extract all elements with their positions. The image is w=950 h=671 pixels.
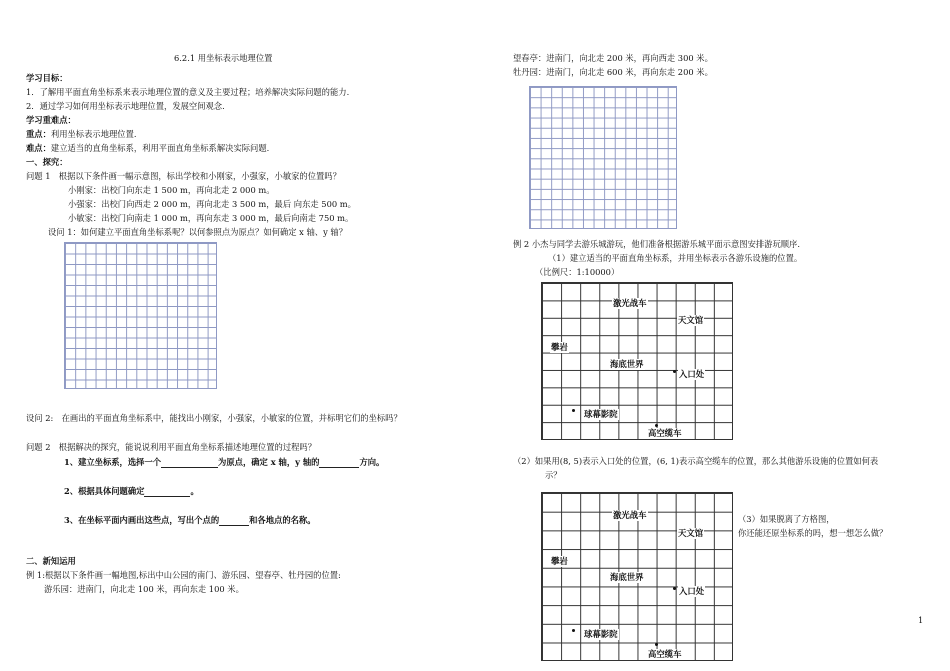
problem-2: 问题 2 根据解决的探究，能说说利用平面直角坐标系描述地理位置的过程吗？ (26, 442, 317, 452)
question-1: 设问 1：如何建立平面直角坐标系呢？以何参照点为原点？如何确定 x 轴、y 轴？ (48, 227, 347, 237)
map-label-ocean-world: 海底世界 (610, 572, 644, 582)
map-point-cinema (572, 409, 575, 412)
example-2-part-3: （3）如果脱离了方格图， (738, 514, 835, 524)
map-point-entrance (673, 370, 676, 373)
blank-grid-1 (64, 242, 217, 389)
example-2-intro: 例 2 小杰与同学去游乐城游玩，他们准备根据游乐城平面示意图安排游玩顺序. (513, 239, 800, 249)
question-2: 设问 2: 在画出的平面直角坐标系中，能找出小刚家，小强家，小敏家的位置，并标明它们的坐标吗？ (26, 413, 402, 423)
direction-line: 小强家：出校门向西走 2 000 m，再向北走 3 500 m，最后 向东走 500 m。 (68, 199, 356, 209)
example-1: 例 1:根据以下条件画一幅地图,标出中山公园的南门、游乐园、望春亭、牡丹园的位置: (26, 570, 341, 580)
map-label-cable-car: 高空缆车 (648, 428, 682, 438)
map-label-ocean-world: 海底世界 (610, 359, 644, 369)
map-label-cinema: 球幕影院 (584, 409, 618, 419)
example-2-part-3-cont: 你还能还原坐标系的吗，想一想怎么做？ (738, 528, 888, 538)
map-point-cinema (572, 629, 575, 632)
new-knowledge-heading: 二、新知运用 (26, 556, 76, 566)
objectives-heading: 学习目标： (26, 73, 68, 83)
map-point-entrance (673, 587, 676, 590)
direction-line: 小敏家：出校门向南走 1 000 m，再向东走 3 000 m，最后向南走 750 m。 (68, 213, 354, 223)
key-point: 重点：利用坐标表示地理位置. (26, 129, 137, 139)
map-label-entrance: 入口处 (679, 586, 705, 596)
blank-coordinates[interactable] (219, 516, 249, 526)
example-1-line: 望春亭：进南门，向北走 200 米，再向西走 300 米。 (513, 53, 713, 63)
objective-item: 2．通过学习如何用坐标表示地理位置，发展空间观念. (26, 101, 225, 111)
difficult-point: 难点：建立适当的直角坐标系，利用平面直角坐标系解决实际问题. (26, 143, 270, 153)
objective-item: 1．了解用平面直角坐标系来表示地理位置的意义及主要过程；培养解决实际问题的能力. (26, 87, 350, 97)
map-label-climbing: 攀岩 (551, 342, 568, 352)
problem-1: 问题 1 根据以下条件画一幅示意图，标出学校和小刚家，小强家，小敏家的位置吗？ (26, 171, 341, 181)
scale-label: （比例尺：1:10000） (535, 267, 620, 277)
map-label-cinema: 球幕影院 (584, 629, 618, 639)
map-label-entrance: 入口处 (679, 369, 705, 379)
example-1-line: 游乐园：进南门，向北走 100 米，再向东走 100 米。 (44, 584, 244, 594)
example-2-part-2: （2）如果用(8, 5)表示入口处的位置，(6, 1)表示高空缆车的位置，那么其他游乐设施的位置如何表 (513, 456, 879, 466)
blank-direction[interactable] (319, 458, 359, 468)
step-1: 1、建立坐标系，选择一个 为原点，确定 x 轴，y 轴的 方向。 (64, 457, 385, 468)
example-1-line: 牡丹园：进南门，向北走 600 米，再向东走 200 米。 (513, 67, 713, 77)
blank-origin[interactable] (161, 458, 218, 468)
map-label-laser-tank: 激光战车 (613, 510, 647, 520)
amusement-park-map-2 (541, 492, 733, 661)
example-2-part-1: （1）建立适当的平面直角坐标系，并用坐标表示各游乐设施的位置。 (548, 253, 803, 263)
blank-scale[interactable] (144, 487, 190, 497)
page-title: 6.2.1 用坐标表示地理位置 (174, 53, 273, 63)
step-3: 3、在坐标平面内画出这些点，写出个点的 和各地点的名称。 (64, 515, 316, 526)
step-2: 2、根据具体问题确定 。 (64, 486, 199, 497)
map-label-climbing: 攀岩 (551, 556, 568, 566)
map-label-cable-car: 高空缆车 (648, 649, 682, 659)
amusement-park-map-1 (541, 282, 733, 440)
direction-line: 小刚家：出校门向东走 1 500 m，再向北走 2 000 m。 (68, 185, 275, 195)
explore-heading: 一、探究： (26, 157, 68, 167)
map-label-laser-tank: 激光战车 (613, 298, 647, 308)
map-label-astronomy: 天文馆 (678, 528, 704, 538)
map-point-cable-car (655, 424, 658, 427)
blank-grid-2 (529, 86, 677, 229)
map-label-astronomy: 天文馆 (678, 315, 704, 325)
keypoints-heading: 学习重难点： (26, 115, 76, 125)
page-number: 1 (918, 615, 924, 625)
example-2-part-2-cont: 示？ (545, 470, 562, 480)
map-point-cable-car (655, 643, 658, 646)
